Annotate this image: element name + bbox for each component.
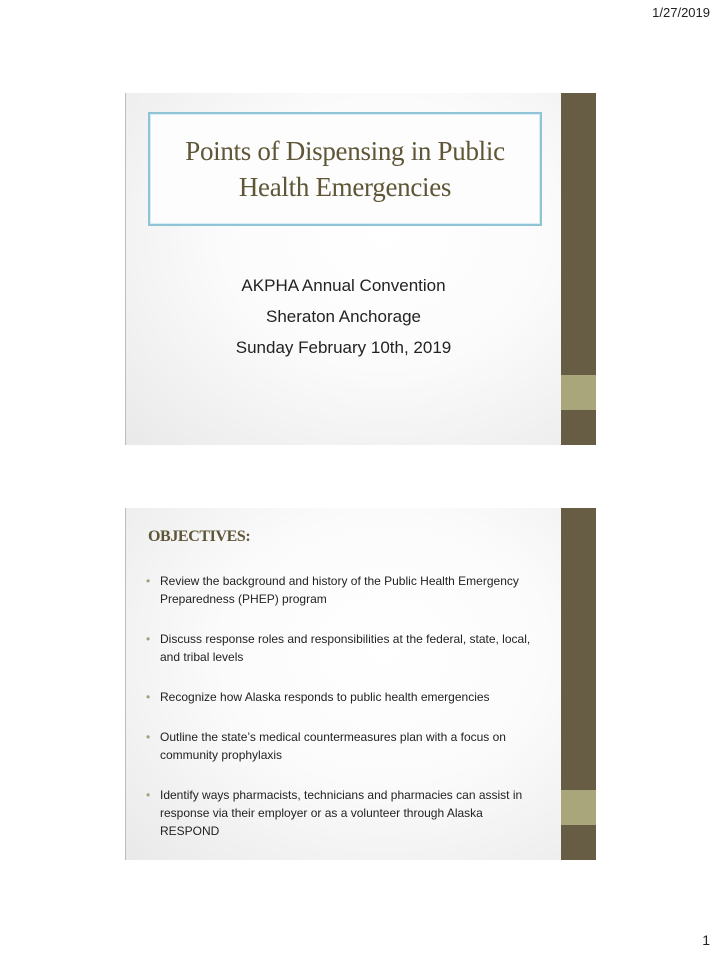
list-item-text: Outline the state’s medical countermeasures plan with a focus on community prophylaxis — [160, 730, 506, 762]
slide-sidebar — [561, 93, 596, 445]
objectives-list — [146, 572, 541, 860]
objectives-heading: OBJECTIVES: — [148, 528, 251, 545]
sidebar-accent-block — [561, 790, 596, 825]
bullet-icon: • — [146, 730, 151, 744]
list-item — [146, 630, 541, 666]
list-item-text: Discuss response roles and responsibilities at the federal, state, local, and tribal levels — [160, 632, 531, 664]
list-item — [146, 572, 541, 608]
page-number: 1 — [702, 932, 710, 948]
subtitle-line-date: Sunday February 10th, 2019 — [235, 338, 452, 357]
bullet-icon: • — [146, 788, 151, 802]
list-item — [146, 786, 541, 840]
slide-objectives — [125, 508, 596, 860]
list-item-text: Recognize how Alaska responds to public health emergencies — [160, 690, 490, 704]
sidebar-accent-block — [561, 375, 596, 410]
subtitle-line-venue: Sheraton Anchorage — [265, 307, 421, 326]
list-item — [146, 688, 541, 706]
bullet-icon: • — [146, 632, 151, 646]
subtitle-line-event: AKPHA Annual Convention — [241, 276, 446, 295]
slide-subtitle — [126, 270, 561, 363]
slide-title — [125, 93, 596, 445]
title-box — [148, 112, 542, 226]
slide-title-text: Points of Dispensing in Public Health Emergencies — [185, 136, 505, 202]
list-item-text: Identify ways pharmacists, technicians and pharmacies can assist in response via their employer or as a volunteer through Alaska RESPOND — [160, 788, 523, 838]
list-item — [146, 728, 541, 764]
list-item-text: Review the background and history of the Public Health Emergency Preparedness (PHEP) program — [160, 574, 519, 606]
bullet-icon: • — [146, 690, 151, 704]
bullet-icon: • — [146, 574, 151, 588]
page-date: 1/27/2019 — [652, 5, 710, 20]
slide-sidebar — [561, 508, 596, 860]
